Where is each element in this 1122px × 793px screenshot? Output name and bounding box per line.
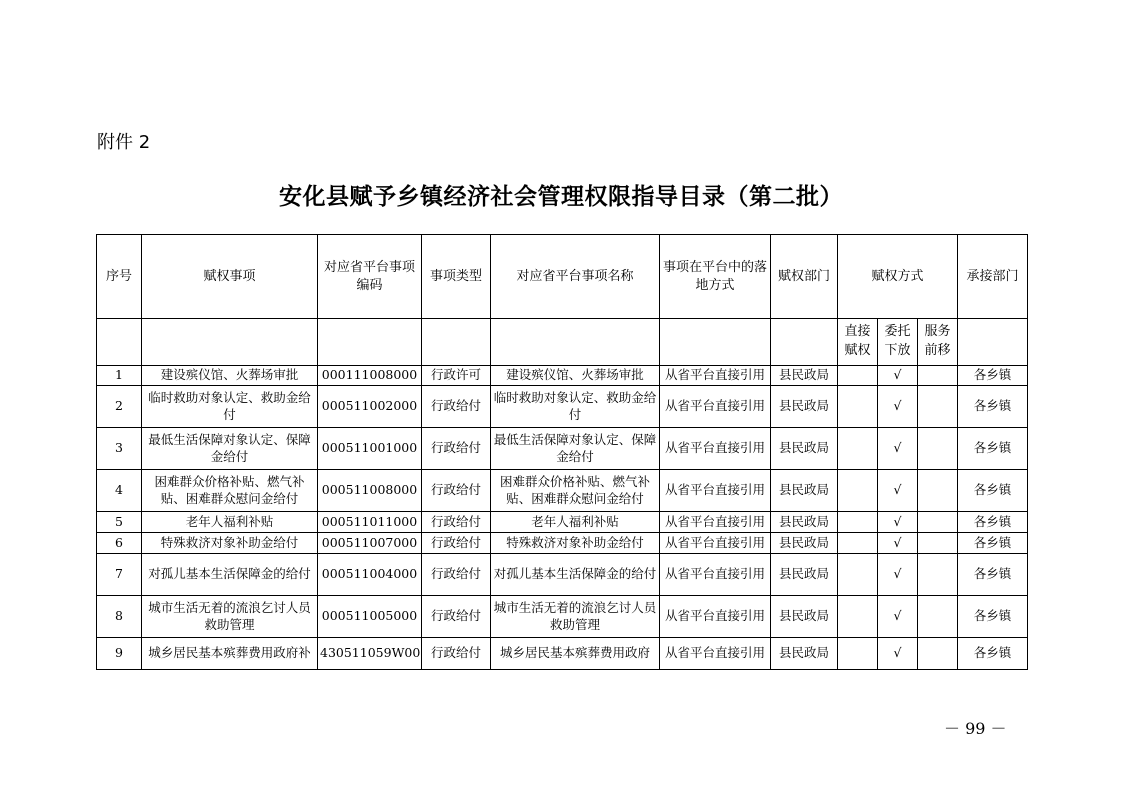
cell-receiver: 各乡镇 [958,470,1028,512]
cell-service-mark [918,366,958,386]
table-row [97,554,1028,596]
cell-service-mark [918,596,958,638]
cell-receiver: 各乡镇 [958,512,1028,533]
cell-entrust-mark: √ [878,428,918,470]
cell-dept: 县民政局 [771,386,838,428]
cell-service-mark [918,470,958,512]
cell-item: 最低生活保障对象认定、保障金给付 [142,428,318,470]
table-row [97,638,1028,670]
table-row [97,386,1028,428]
cell-receiver: 各乡镇 [958,596,1028,638]
cell-code: 000111008000 [318,366,422,386]
cell-item: 临时救助对象认定、救助金给付 [142,386,318,428]
header-method-direct: 直接赋权 [838,319,878,366]
cell-type: 行政给付 [422,533,491,554]
cell-item: 特殊救济对象补助金给付 [142,533,318,554]
table-row [97,428,1028,470]
cell-platform-name: 困难群众价格补贴、燃气补贴、困难群众慰问金给付 [491,470,660,512]
cell-dept: 县民政局 [771,554,838,596]
cell-type: 行政给付 [422,512,491,533]
cell-item: 老年人福利补贴 [142,512,318,533]
table-row [97,533,1028,554]
cell-dept: 县民政局 [771,638,838,670]
cell-landing: 从省平台直接引用 [660,470,771,512]
cell-entrust-mark: √ [878,533,918,554]
cell-code: 000511008000 [318,470,422,512]
table-row [97,596,1028,638]
subheader-empty [142,319,318,366]
cell-landing: 从省平台直接引用 [660,638,771,670]
table-subheader-row [97,319,1028,366]
header-seq: 序号 [97,235,142,319]
cell-type: 行政给付 [422,596,491,638]
authority-catalog-table [96,234,1028,670]
cell-direct-mark [838,470,878,512]
cell-direct-mark [838,638,878,670]
cell-item: 对孤儿基本生活保障金的给付 [142,554,318,596]
header-landing: 事项在平台中的落地方式 [660,235,771,319]
cell-seq: 3 [97,428,142,470]
cell-service-mark [918,533,958,554]
cell-direct-mark [838,512,878,533]
cell-entrust-mark: √ [878,366,918,386]
header-method: 赋权方式 [838,235,958,319]
cell-entrust-mark: √ [878,596,918,638]
cell-service-mark [918,386,958,428]
cell-item: 建设殡仪馆、火葬场审批 [142,366,318,386]
cell-direct-mark [838,366,878,386]
cell-platform-name: 老年人福利补贴 [491,512,660,533]
cell-code: 000511011000 [318,512,422,533]
cell-seq: 5 [97,512,142,533]
cell-direct-mark [838,386,878,428]
cell-receiver: 各乡镇 [958,366,1028,386]
table-header-row [97,235,1028,319]
cell-landing: 从省平台直接引用 [660,386,771,428]
table-row [97,512,1028,533]
subheader-empty [958,319,1028,366]
page-number: － 99 － [944,719,1007,738]
cell-entrust-mark: √ [878,512,918,533]
cell-entrust-mark: √ [878,638,918,670]
cell-dept: 县民政局 [771,428,838,470]
cell-type: 行政给付 [422,428,491,470]
cell-landing: 从省平台直接引用 [660,428,771,470]
cell-direct-mark [838,596,878,638]
subheader-empty [422,319,491,366]
cell-receiver: 各乡镇 [958,638,1028,670]
cell-landing: 从省平台直接引用 [660,596,771,638]
table-row [97,366,1028,386]
cell-landing: 从省平台直接引用 [660,554,771,596]
header-receiver: 承接部门 [958,235,1028,319]
header-platform-name: 对应省平台事项名称 [491,235,660,319]
cell-receiver: 各乡镇 [958,533,1028,554]
table-body [97,366,1028,670]
cell-type: 行政许可 [422,366,491,386]
cell-landing: 从省平台直接引用 [660,533,771,554]
header-method-service: 服务前移 [918,319,958,366]
cell-platform-name: 最低生活保障对象认定、保障金给付 [491,428,660,470]
table-row [97,470,1028,512]
cell-receiver: 各乡镇 [958,386,1028,428]
cell-platform-name: 特殊救济对象补助金给付 [491,533,660,554]
cell-type: 行政给付 [422,554,491,596]
cell-seq: 9 [97,638,142,670]
cell-dept: 县民政局 [771,512,838,533]
cell-service-mark [918,554,958,596]
subheader-empty [491,319,660,366]
cell-seq: 8 [97,596,142,638]
cell-receiver: 各乡镇 [958,554,1028,596]
subheader-empty [771,319,838,366]
cell-seq: 7 [97,554,142,596]
cell-code: 000511001000 [318,428,422,470]
cell-code: 000511004000 [318,554,422,596]
cell-code: 000511007000 [318,533,422,554]
cell-type: 行政给付 [422,470,491,512]
cell-seq: 4 [97,470,142,512]
cell-entrust-mark: √ [878,470,918,512]
cell-service-mark [918,428,958,470]
cell-dept: 县民政局 [771,596,838,638]
header-method-entrust: 委托下放 [878,319,918,366]
cell-service-mark [918,512,958,533]
cell-type: 行政给付 [422,638,491,670]
subheader-empty [660,319,771,366]
cell-seq: 1 [97,366,142,386]
cell-item: 城乡居民基本殡葬费用政府补 [142,638,318,670]
cell-platform-name: 临时救助对象认定、救助金给付 [491,386,660,428]
cell-platform-name: 对孤儿基本生活保障金的给付 [491,554,660,596]
cell-landing: 从省平台直接引用 [660,512,771,533]
cell-entrust-mark: √ [878,554,918,596]
cell-entrust-mark: √ [878,386,918,428]
cell-direct-mark [838,533,878,554]
cell-item: 困难群众价格补贴、燃气补贴、困难群众慰问金给付 [142,470,318,512]
cell-platform-name: 城乡居民基本殡葬费用政府 [491,638,660,670]
header-type: 事项类型 [422,235,491,319]
header-code: 对应省平台事项编码 [318,235,422,319]
cell-code: 000511005000 [318,596,422,638]
cell-seq: 6 [97,533,142,554]
cell-seq: 2 [97,386,142,428]
header-item: 赋权事项 [142,235,318,319]
subheader-empty [318,319,422,366]
cell-code: 430511059W00 [318,638,422,670]
cell-landing: 从省平台直接引用 [660,366,771,386]
cell-direct-mark [838,554,878,596]
cell-direct-mark [838,428,878,470]
cell-type: 行政给付 [422,386,491,428]
cell-dept: 县民政局 [771,470,838,512]
document-title: 安化县赋予乡镇经济社会管理权限指导目录（第二批） [279,183,843,210]
subheader-empty [97,319,142,366]
annex-label: 附件 2 [97,132,151,153]
cell-dept: 县民政局 [771,366,838,386]
cell-platform-name: 建设殡仪馆、火葬场审批 [491,366,660,386]
header-dept: 赋权部门 [771,235,838,319]
cell-receiver: 各乡镇 [958,428,1028,470]
cell-item: 城市生活无着的流浪乞讨人员救助管理 [142,596,318,638]
cell-platform-name: 城市生活无着的流浪乞讨人员救助管理 [491,596,660,638]
cell-code: 000511002000 [318,386,422,428]
cell-service-mark [918,638,958,670]
cell-dept: 县民政局 [771,533,838,554]
